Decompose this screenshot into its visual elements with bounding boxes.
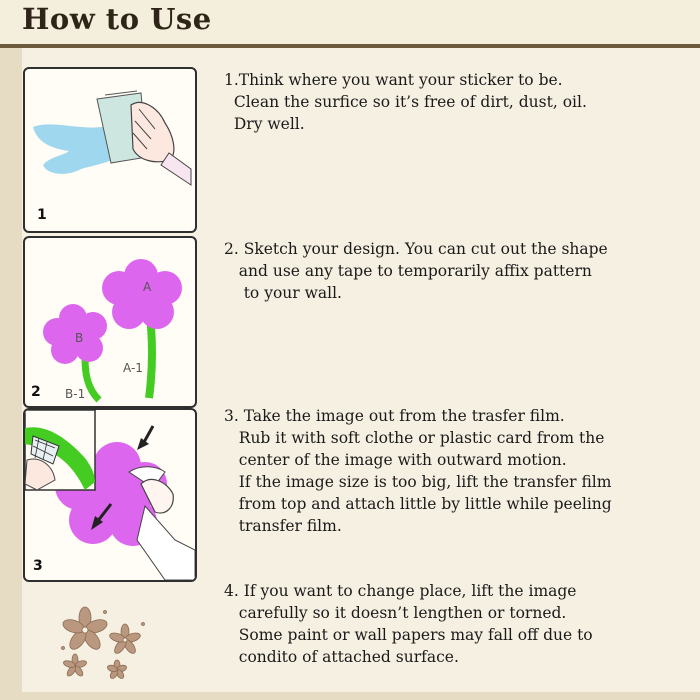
bottom-band — [0, 692, 700, 700]
step-line: to your wall. — [224, 284, 342, 302]
flower-label-a: A — [143, 280, 152, 294]
application-illustration — [25, 410, 195, 580]
step-line: condito of attached surface. — [224, 648, 459, 666]
step-2-text — [224, 238, 684, 304]
step-line: from top and attach little by little while peeling — [224, 495, 612, 513]
cleaning-illustration — [25, 69, 195, 231]
step-line: center of the image with outward motion. — [224, 451, 567, 469]
step-line: and use any tape to temporarily affix pattern — [224, 262, 592, 280]
step-line: Clean the surfice so it’s free of dirt, dust, oil. — [224, 93, 587, 111]
step-3-text — [224, 405, 684, 537]
illustration-panel-1 — [23, 67, 197, 233]
stem-label-b1: B-1 — [65, 387, 86, 401]
decorative-flowers — [55, 590, 155, 680]
step-line: carefully so it doesn’t lengthen or torned. — [224, 604, 567, 622]
step-line: 1.Think where you want your sticker to be. — [224, 71, 563, 89]
illustration-panel-2 — [23, 236, 197, 408]
step-line: If the image size is too big, lift the transfer film — [224, 473, 612, 491]
panel-number: 2 — [31, 384, 41, 400]
illustration-panel-3 — [23, 408, 197, 582]
step-line: 2. Sketch your design. You can cut out the shape — [224, 240, 608, 258]
step-line: 4. If you want to change place, lift the image — [224, 582, 577, 600]
step-line: 3. Take the image out from the trasfer film. — [224, 407, 565, 425]
header-divider — [0, 44, 700, 48]
step-4-text — [224, 580, 684, 668]
panel-number: 3 — [33, 558, 43, 574]
step-line: Some paint or wall papers may fall off due to — [224, 626, 593, 644]
flower-sketch-illustration — [25, 238, 195, 406]
step-line: transfer film. — [224, 517, 342, 535]
left-margin-band — [0, 48, 22, 700]
flower-label-b: B — [75, 331, 84, 345]
step-line: Dry well. — [224, 115, 305, 133]
step-line: Rub it with soft clothe or plastic card from the — [224, 429, 605, 447]
panel-number: 1 — [37, 207, 47, 223]
page-title: How to Use — [22, 2, 212, 36]
header-bar — [0, 0, 700, 44]
stem-label-a1: A-1 — [123, 361, 143, 375]
step-1-text — [224, 69, 684, 135]
